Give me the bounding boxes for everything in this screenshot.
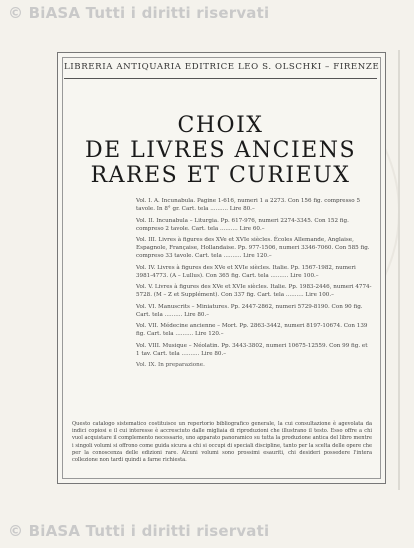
catalogue-description: Questo catalogo sistematico costituisce un repertorio bibliografico generale, la cui consultazione è agevolata da indici copiosi e il cui interesse è accresciuto dalle migliaia di riproduzioni che illustrano il testo. Esso offre a chi vuol acquistare il complemento necessario, uno apparato panoramico su tutta la produzione antica del libro mentre i singoli volumi si offrono come guida sicura a chi si occupi di speciali discipline, tanto per la scelta delle opere che per la conoscenza delle edizioni rare. Alcuni volumi sono prossimi esauriti, chi desideri possedere l'intera collezione non tardi quindi a farne richiesta. xyxy=(72,421,372,464)
volume-entry-2: Vol. II. Incunabula – Liturgia. Pp. 617-976, numeri 2274-3345. Con 152 fig. compreso 2 tavole. Cart. tela .......... Lire 60.– xyxy=(136,217,349,232)
watermark-bottom: © BiASA Tutti i diritti riservati xyxy=(8,522,270,540)
volume-entry-4: Vol. IV. Livres à figures des XVe et XVIe siècles. Italie. Pp. 1567-1982, numeri 3981-4773. (A – Lullus). Con 365 fig. Cart. tela .......... Lire 100.– xyxy=(136,264,356,279)
volume-entry-6: Vol. VI. Manuscrits – Miniatures. Pp. 2447-2862, numeri 5729-8190. Con 90 fig. Cart. tela .......... Lire 80.– xyxy=(136,303,363,318)
volume-list xyxy=(136,197,372,373)
page-edge-shadow xyxy=(398,50,400,490)
title-line-3: RARES ET CURIEUX xyxy=(90,163,351,188)
publisher-header: LIBRERIA ANTIQUARIA EDITRICE LEO S. OLSCHKI – FIRENZE xyxy=(64,62,380,72)
volume-entry-9: Vol. IX. In preparazione. xyxy=(136,362,205,368)
volume-entry-1: Vol. I. A. Incunabula. Pagine 1-616, numeri 1 a 2273. Con 156 fig. compresso 5 tavole. In 8° gr. Cart. tela .......... Lire 80.– xyxy=(136,198,361,212)
volume-entry-7: Vol. VII. Médecine ancienne – Mort. Pp. 2863-3442, numeri 8197-10674. Con 139 fig. Cart. tela .......... Lire 120.– xyxy=(136,323,368,337)
advertisement-box xyxy=(57,52,386,484)
title-line-2: DE LIVRES ANCIENS xyxy=(84,138,357,163)
volume-entry-3: Vol. III. Livres à figures des XVe et XVIe siècles. Écoles Allemande, Anglaise, Espagnole, Française, Hollandaise. Pp. 977-1506, numeri 3346-7060. Con 585 fig. compreso 33 tavole. Cart. tela .......... Lire 120.– xyxy=(136,237,370,259)
title-line-1: CHOIX xyxy=(177,113,264,138)
header-divider xyxy=(64,78,377,79)
volume-entry-5: Vol. V. Livres à figures des XVe et XVIe siècles. Italie. Pp. 1983-2446, numeri 4774-5728. (M – Z et Supplément). Con 337 fig. Cart. tela .......... Lire 100.– xyxy=(136,284,372,298)
volume-entry-8: Vol. VIII. Musique – Néolatin. Pp. 3443-3802, numeri 10675-12559. Con 99 fig. et 1 tav. Cart. tela .......... Lire 80.– xyxy=(136,342,368,357)
watermark-top: © BiASA Tutti i diritti riservati xyxy=(8,4,270,22)
